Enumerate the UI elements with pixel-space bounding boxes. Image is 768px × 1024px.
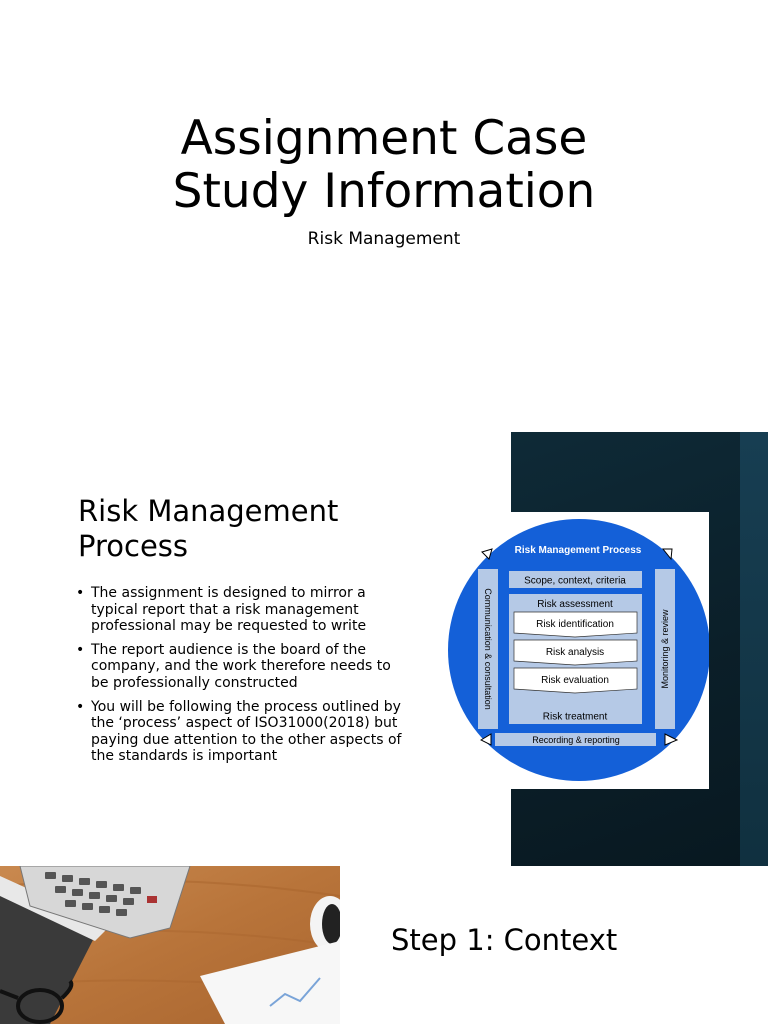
- background-stripe: [740, 432, 768, 866]
- title-slide: [0, 0, 768, 432]
- slide-heading-line1: Risk Management: [78, 494, 339, 528]
- bullet-text: You will be following the process outlined by the ‘process’ aspect of ISO31000(2018) but paying due attention to the other aspects of the standards is important: [91, 698, 402, 765]
- analysis-label: Risk analysis: [545, 647, 605, 658]
- bullet-icon: •: [76, 698, 85, 715]
- bullet-text: The report audience is the board of the company, and the work therefore needs to be professionally constructed: [91, 641, 391, 691]
- identification-label: Risk identification: [536, 619, 614, 630]
- slide-title-line1: Assignment Case: [180, 111, 588, 166]
- treatment-label: Risk treatment: [542, 711, 608, 723]
- slide-title: [0, 112, 768, 218]
- slide-heading: Step 1: Context: [391, 923, 618, 957]
- bullet-item: [76, 585, 406, 635]
- scope-label: Scope, context, criteria: [524, 575, 626, 587]
- risk-process-diagram: [445, 512, 709, 789]
- bullet-icon: •: [76, 585, 85, 601]
- bullet-list: [76, 585, 406, 772]
- monitoring-label: Monitoring & review: [660, 609, 670, 689]
- context-slide: [0, 866, 768, 1024]
- communication-label: Communication & consultation: [483, 588, 493, 710]
- slide-heading: [78, 494, 398, 564]
- bullet-text: The assignment is designed to mirror a typical report that a risk management professional may be requested to write: [91, 585, 367, 635]
- slide-heading-line2: Process: [78, 529, 189, 563]
- bullet-icon: •: [76, 641, 85, 658]
- slide-title-line2: Study Information: [172, 164, 596, 219]
- slide-subtitle: Risk Management: [307, 229, 461, 249]
- desk-photo: [0, 866, 340, 1024]
- diagram-header: Risk Management Process: [514, 545, 642, 556]
- bullet-item: [76, 699, 406, 765]
- assessment-label: Risk assessment: [537, 599, 613, 610]
- recording-label: Recording & reporting: [532, 735, 620, 745]
- bullet-item: [76, 642, 406, 692]
- process-slide: [0, 432, 768, 866]
- evaluation-label: Risk evaluation: [541, 675, 609, 686]
